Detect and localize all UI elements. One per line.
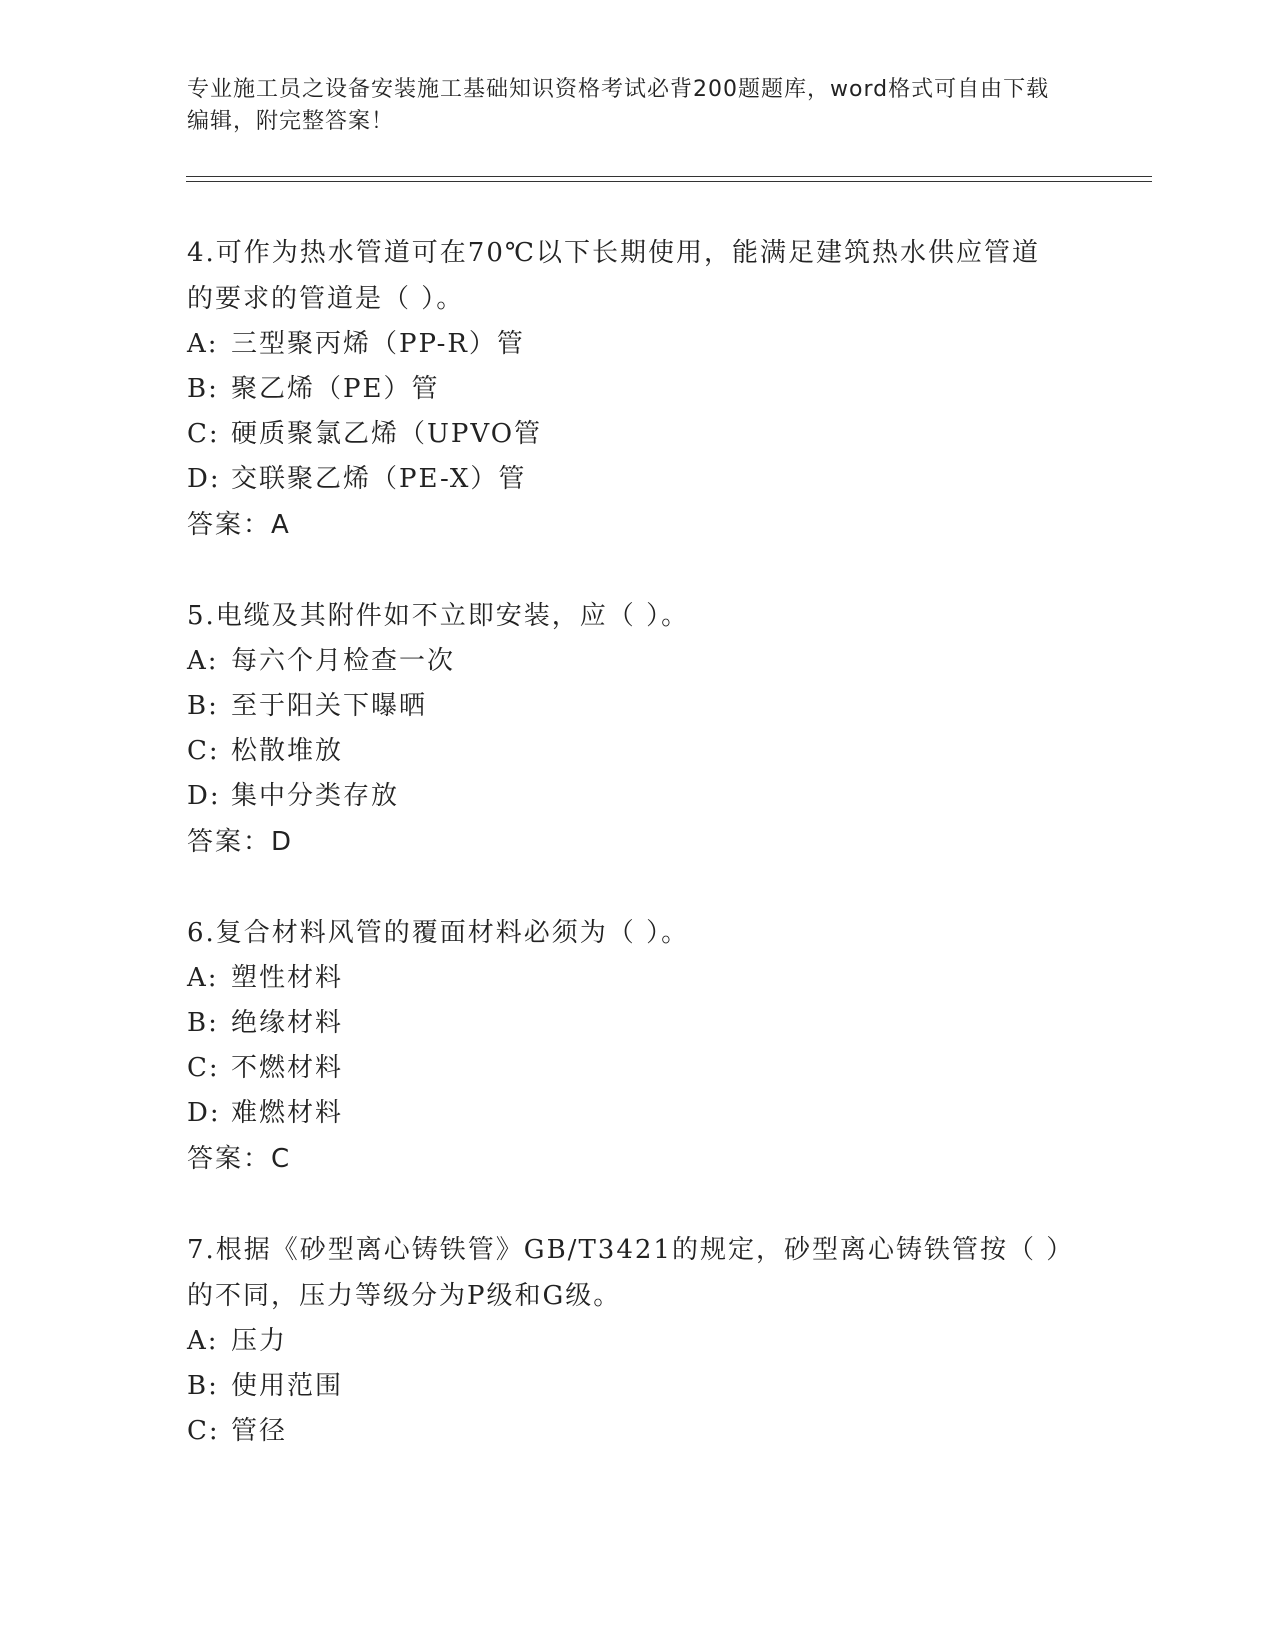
- option-letter: A:: [187, 1326, 219, 1356]
- option-a: [187, 1319, 1067, 1364]
- option-letter: C:: [187, 1053, 220, 1083]
- option-letter: A:: [187, 963, 219, 993]
- option-b: [187, 684, 1067, 729]
- question-stem: 6.复合材料风管的覆面材料必须为（ ）。: [187, 918, 690, 948]
- option-a: [187, 639, 1067, 684]
- option-text: 绝缘材料: [231, 1008, 344, 1038]
- option-a: [187, 322, 1067, 367]
- option-c: [187, 1046, 1067, 1091]
- option-text: 至于阳关下曝晒: [231, 691, 428, 721]
- option-c: [187, 412, 1067, 457]
- option-letter: A:: [187, 646, 219, 676]
- option-text: 三型聚丙烯（PP-R）管: [231, 329, 525, 359]
- option-text: 集中分类存放: [231, 781, 400, 811]
- question-item: [187, 593, 1067, 865]
- option-letter: A:: [187, 329, 219, 359]
- question-item: [187, 910, 1067, 1182]
- option-text: 使用范围: [231, 1371, 344, 1401]
- option-letter: D:: [187, 1098, 221, 1128]
- option-letter: B:: [187, 374, 219, 404]
- option-b: [187, 1001, 1067, 1046]
- option-letter: C:: [187, 419, 220, 449]
- option-c: [187, 1409, 1067, 1454]
- option-d: [187, 1091, 1067, 1136]
- option-b: [187, 1364, 1067, 1409]
- option-text: 聚乙烯（PE）管: [231, 374, 440, 404]
- option-letter: B:: [187, 1008, 219, 1038]
- question-stem: 7.根据《砂型离心铸铁管》GB/T3421的规定，砂型离心铸铁管按（ ）的不同，压力等级分为P级和G级。: [187, 1235, 1062, 1311]
- option-b: [187, 367, 1067, 412]
- question-item: [187, 230, 1067, 548]
- question-item: [187, 1227, 1067, 1454]
- option-text: 每六个月检查一次: [231, 646, 456, 676]
- option-letter: C:: [187, 736, 220, 766]
- question-stem: 5.电缆及其附件如不立即安装，应（ ）。: [187, 601, 690, 631]
- option-text: 塑性材料: [231, 963, 344, 993]
- header-divider-top: [186, 176, 1152, 177]
- option-text: 交联聚乙烯（PE-X）管: [231, 464, 527, 494]
- header-divider-bottom: [186, 181, 1152, 182]
- question-stem: 4.可作为热水管道可在70℃以下长期使用，能满足建筑热水供应管道的要求的管道是（ ）。: [187, 238, 1040, 314]
- answer-label: 答案：C: [187, 1144, 292, 1174]
- option-text: 管径: [231, 1416, 288, 1446]
- option-letter: B:: [187, 691, 219, 721]
- option-d: [187, 457, 1067, 502]
- option-text: 难燃材料: [231, 1098, 344, 1128]
- option-letter: B:: [187, 1371, 219, 1401]
- option-letter: C:: [187, 1416, 220, 1446]
- option-a: [187, 956, 1067, 1001]
- answer-label: 答案：D: [187, 827, 294, 857]
- option-letter: D:: [187, 781, 221, 811]
- document-header: 专业施工员之设备安装施工基础知识资格考试必背200题题库，word格式可自由下载编辑，附完整答案！: [187, 77, 1050, 134]
- option-letter: D:: [187, 464, 221, 494]
- option-text: 压力: [231, 1326, 288, 1356]
- option-text: 不燃材料: [231, 1053, 344, 1083]
- option-text: 硬质聚氯乙烯（UPVO管: [231, 419, 543, 449]
- answer-label: 答案：A: [187, 510, 291, 540]
- question-list: [187, 230, 1067, 1499]
- option-d: [187, 774, 1067, 819]
- option-text: 松散堆放: [231, 736, 344, 766]
- option-c: [187, 729, 1067, 774]
